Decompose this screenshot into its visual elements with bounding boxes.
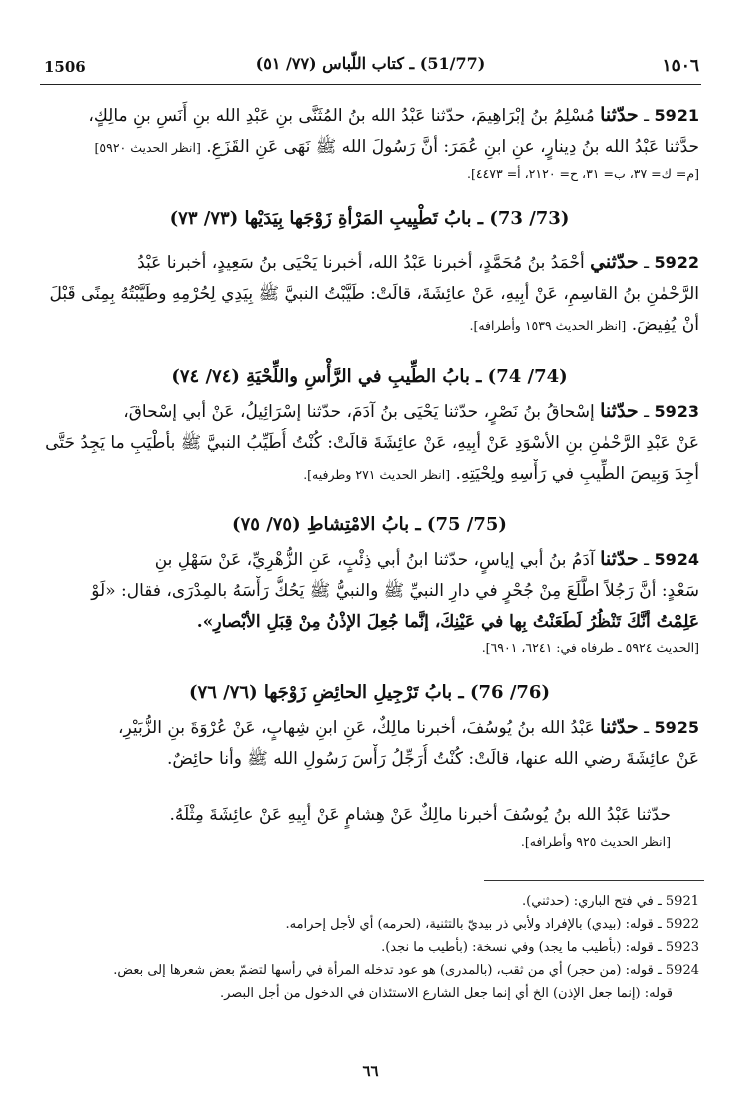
hadith-5922: [40, 247, 699, 341]
chapter-title-74: (74/ 74) ـ بابُ الطِّيبِ في الرَّأْسِ واللِّحْيَةِ (٧٤/ ٧٤): [171, 366, 568, 387]
hadith-line: عَنْ عائِشَةَ رضي الله عنها، قالَتْ: كُنْتُ أُرَجِّلُ رَأْسَ رَسُولِ الله ﷺ وأنا حائِضٌ.: [167, 749, 699, 769]
hadith-number: 5924: [654, 550, 699, 569]
page-footer-number: ٦٦: [362, 1062, 379, 1080]
footnote: قوله: (إنما جعل الإذن) الخ أي إنما جعل الشارع الاستئذان في الدخول من أجل البصر.: [219, 986, 673, 1001]
hadith-text: أحْمَدُ بنُ مُحَمَّدٍ، أخبرنا عَبْدُ الله، أخبرنا يَحْيَى بنُ سَعِيدٍ، أخبرنا عَبْدُ: [137, 253, 585, 273]
hadith-reference: [انظر الحديث ٢٧١ وطرفيه].: [303, 467, 451, 482]
hadith-line: 5924 ـ حدّثنا آدَمُ بنُ أبي إياسٍ، حدّثنا ابنُ أبي ذِئْبٍ، عَنِ الزُّهْرِيِّ، عَنْ سَهْلِ بنِ: [154, 548, 699, 570]
hadith-line: سَعْدٍ: أنَّ رَجُلاً اطَّلَعَ مِنْ جُحْرٍ في دارِ النبيِّ ﷺ والنبيُّ ﷺ يَحُكُّ رَأْسَهُ بالمِدْرَى، فقال: «لَوْ: [91, 581, 699, 601]
header-rule: [40, 84, 701, 85]
hadith-number: 5923: [654, 402, 699, 421]
hadith-reference: [انظر الحديث ١٥٣٩ وأطرافه].: [469, 318, 627, 333]
footnote: 5923 ـ قوله: (بأطيب ما يجد) وفي نسخة: (بأطيب ما نجد).: [381, 940, 699, 955]
hadith-5921: [40, 100, 699, 185]
narration-keyword: حدّثنا: [600, 104, 639, 126]
hadith-line: 5921 ـ حدّثنا مُسْلِمُ بنُ إبْرَاهِيمَ، حدّثنا عَبْدُ الله بنُ المُثَنَّى بنِ عَبْدِ الله بنِ أَنَسِ بنِ مالِكٍ،: [88, 104, 699, 126]
hadith-line: حدّثنا عَبْدُ الله بنُ يُوسُفَ أخبرنا مالِكٌ عَنْ هِشامٍ عَنْ أبِيهِ عَنْ عائِشَةَ مِثْلَهُ.: [169, 805, 671, 825]
hadith-text: عَبْدُ الله بنُ يُوسُفَ، أخبرنا مالِكٌ، عَنِ ابنِ شِهابٍ، عَنْ عُرْوَةَ بنِ الزُّبَيْرِ،: [117, 718, 595, 738]
hadith-text: حدَّثنا عَبْدُ الله بنُ دِينارٍ، عنِ ابنِ عُمَرَ: أنَّ رَسُولَ الله ﷺ نَهَى عَنِ القَزَعِ.: [206, 137, 699, 157]
hadith-reference: [م= ك= ٣٧، ب= ٣١، ح= ٢١٢٠، أ= ٤٤٧٣].: [467, 166, 699, 181]
running-header: (51/77) ـ كتاب اللّباس (٧٧/ ٥١): [255, 54, 486, 73]
chapter-title-75: (75/ 75) ـ بابُ الامْتِشاطِ (٧٥/ ٧٥): [232, 514, 507, 535]
hadith-line: 5923 ـ حدّثنا إسْحاقُ بنُ نَصْرٍ، حدّثنا يَحْيَى بنُ آدَمَ، حدّثنا إسْرَائِيلُ، عَنْ أبي إسْحاقَ،: [123, 400, 699, 422]
hadith-line: الرَّحْمٰنِ بنُ القاسِمِ، عَنْ أبِيهِ، عَنْ عائِشَةَ، قالَتْ: طَيَّبْتُ النبيَّ ﷺ بِيَدِي لِحُرْمِهِ وطَيَّبْتُهُ بِمِنًى قَبْلَ: [49, 284, 699, 304]
footnote: 5924 ـ قوله: (من حجر) أي من ثقب، (بالمدرى) هو عود تدخله المرأة في رأسها لتضمّ بعض شعرها إلى بعض.: [113, 963, 699, 978]
hadith-reference: [انظر الحديث ٥٩٢٠]: [94, 140, 201, 155]
narration-keyword: حدّثنا: [600, 400, 639, 422]
hadith-5925-chain: [40, 800, 671, 853]
hadith-line: 5922 ـ حدّثني أحْمَدُ بنُ مُحَمَّدٍ، أخبرنا عَبْدُ الله، أخبرنا يَحْيَى بنُ سَعِيدٍ، أخبرنا عَبْدُ: [137, 251, 699, 273]
narration-keyword: حدّثنا: [600, 716, 639, 738]
hadith-number: 5925: [654, 718, 699, 737]
chapter-title-76: (76/ 76) ـ بابُ تَرْجِيلِ الحائِضِ زَوْجَها (٧٦/ ٧٦): [189, 682, 550, 703]
footnotes: [40, 890, 699, 1005]
narration-keyword: حدّثنا: [600, 548, 639, 570]
hadith-line: [40, 132, 699, 163]
hadith-line: [40, 459, 699, 490]
page-number-arabic: ١٥٠٦: [662, 56, 699, 76]
chapter-title-73: (73/ 73) ـ بابُ تَطْيِيبِ المَرْأةِ زَوْجَها بِيَدَيْها (٧٣/ ٧٣): [169, 208, 570, 229]
hadith-line: [40, 310, 699, 341]
hadith-line: عَنْ عَبْدِ الرَّحْمٰنِ بنِ الأسْوَدِ عَنْ أبِيهِ، عَنْ عائِشَةَ قالَتْ: كُنْتُ أُطَيِّبُ النبيَّ ﷺ بأطْيَبِ ما يَجِدُ حَتَّى: [45, 433, 699, 453]
hadith-reference: [الحديث ٥٩٢٤ ـ طرفاه في: ٦٢٤١، ٦٩٠١].: [481, 640, 699, 655]
hadith-5925: [40, 712, 699, 775]
page-number-latin: 1506: [44, 58, 86, 76]
footnote: 5921 ـ في فتح الباري: (حدثني).: [522, 894, 699, 909]
hadith-text: آدَمُ بنُ أبي إياسٍ، حدّثنا ابنُ أبي ذِئْبٍ، عَنِ الزُّهْرِيِّ، عَنْ سَهْلِ بنِ: [154, 550, 595, 570]
narration-keyword: حدّثني: [590, 251, 639, 273]
footnote: 5922 ـ قوله: (بيدي) بالإفراد ولأبي ذر بيديّ بالتثنية، (لحرمه) أي لأجل إحرامه.: [285, 917, 699, 932]
hadith-text: أنْ يُفِيضَ.: [631, 315, 699, 335]
hadith-5924: [40, 544, 699, 658]
hadith-line: عَلِمْتُ أنَّكَ تَنْظُرُ لَطَعَنْتُ بِها في عَيْنِكَ، إنَّما جُعِلَ الإذْنُ مِنْ قِبَلِ الأبْصارِ».: [196, 612, 699, 632]
hadith-text: إسْحاقُ بنُ نَصْرٍ، حدّثنا يَحْيَى بنُ آدَمَ، حدّثنا إسْرَائِيلُ، عَنْ أبي إسْحاقَ،: [123, 402, 595, 422]
hadith-line: 5925 ـ حدّثنا عَبْدُ الله بنُ يُوسُفَ، أخبرنا مالِكٌ، عَنِ ابنِ شِهابٍ، عَنْ عُرْوَةَ بنِ الزُّبَيْرِ،: [117, 716, 699, 738]
hadith-number: 5922: [654, 253, 699, 272]
hadith-text: مُسْلِمُ بنُ إبْرَاهِيمَ، حدّثنا عَبْدُ الله بنُ المُثَنَّى بنِ عَبْدِ الله بنِ أَنَسِ بنِ مالِكٍ،: [88, 106, 595, 126]
hadith-text: أجِدَ وَبِيصَ الطِّيبِ في رَأْسِهِ ولِحْيَتِهِ.: [455, 464, 699, 484]
hadith-number: 5921: [654, 106, 699, 125]
hadith-5923: [40, 396, 699, 490]
hadith-reference: [انظر الحديث ٩٢٥ وأطرافه].: [520, 834, 671, 849]
footnote-rule: [484, 880, 704, 881]
